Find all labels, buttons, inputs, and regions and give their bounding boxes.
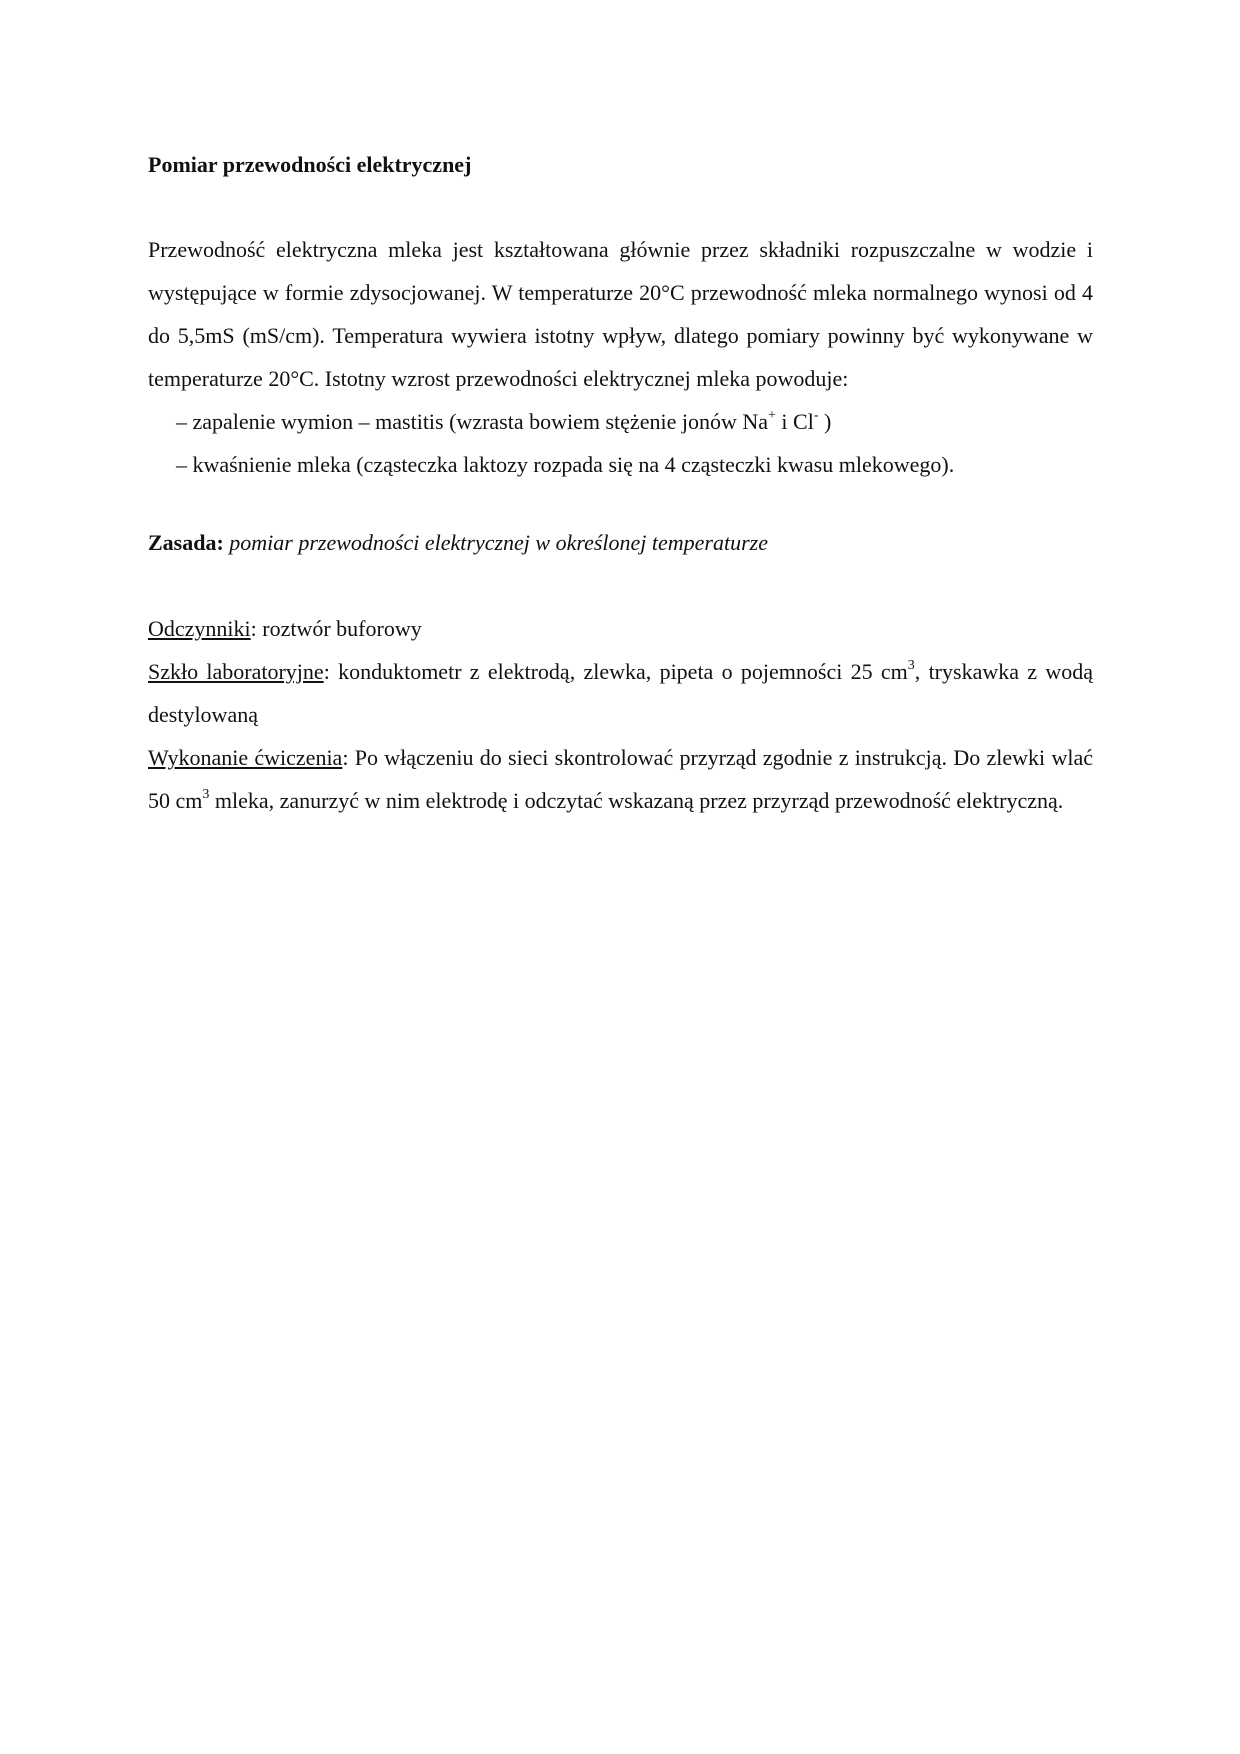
procedure-text: mleka, zanurzyć w nim elektrodę i odczytać wskazaną przez przyrząd przewodność elektryczną. — [209, 788, 1064, 813]
glassware-line — [148, 650, 1093, 736]
superscript: - — [813, 407, 819, 423]
reagents-text: : roztwór buforowy — [250, 616, 422, 641]
procedure-label: Wykonanie ćwiczenia — [148, 745, 343, 770]
glassware-label: Szkło laboratoryjne — [148, 659, 324, 684]
superscript: + — [768, 407, 776, 423]
intro-paragraph: Przewodność elektryczna mleka jest kształtowana głównie przez składniki rozpuszczalne w wodzie i występujące w formie zdysocjowanej. W temperaturze 20°C przewodność mleka normalnego wynosi od 4 do 5,5mS (mS/cm). Temperatura wywiera istotny wpływ, dlatego pomiary powinny być wykonywane w temperaturze 20°C. Istotny wzrost przewodności elektrycznej mleka powoduje: — [148, 237, 1093, 391]
bullet-text: i Cl — [775, 409, 814, 434]
list-item — [176, 400, 1093, 443]
principle-text: pomiar przewodności elektrycznej w określonej temperaturze — [229, 530, 768, 555]
document-title: Pomiar przewodności elektrycznej — [148, 152, 472, 177]
reagents-line — [148, 607, 1093, 650]
causes-list — [148, 400, 1093, 486]
superscript: 3 — [907, 657, 915, 673]
glassware-text: : konduktometr z elektrodą, zlewka, pipeta o pojemności 25 cm — [323, 659, 908, 684]
superscript: 3 — [202, 786, 210, 802]
procedure-line — [148, 736, 1093, 822]
procedure-text: : Po włączeniu do sieci skontrolować przyrząd zgodnie z instrukcją. Do zlewki wlać 50 cm — [148, 745, 1093, 813]
principle-label: Zasada: — [148, 530, 224, 555]
bullet-text: kwaśnienie mleka (cząsteczka laktozy rozpada się na 4 cząsteczki kwasu mlekowego). — [192, 452, 955, 477]
glassware-text: , tryskawka z wodą destylowaną — [148, 659, 1093, 727]
bullet-text: ) — [818, 409, 832, 434]
list-item — [176, 443, 1093, 486]
principle-line — [148, 521, 1093, 564]
bullet-text: zapalenie wymion – mastitis (wzrasta bowiem stężenie jonów Na — [192, 409, 768, 434]
document-page — [148, 130, 1093, 822]
reagents-label: Odczynniki — [148, 616, 251, 641]
materials-section — [148, 607, 1093, 822]
